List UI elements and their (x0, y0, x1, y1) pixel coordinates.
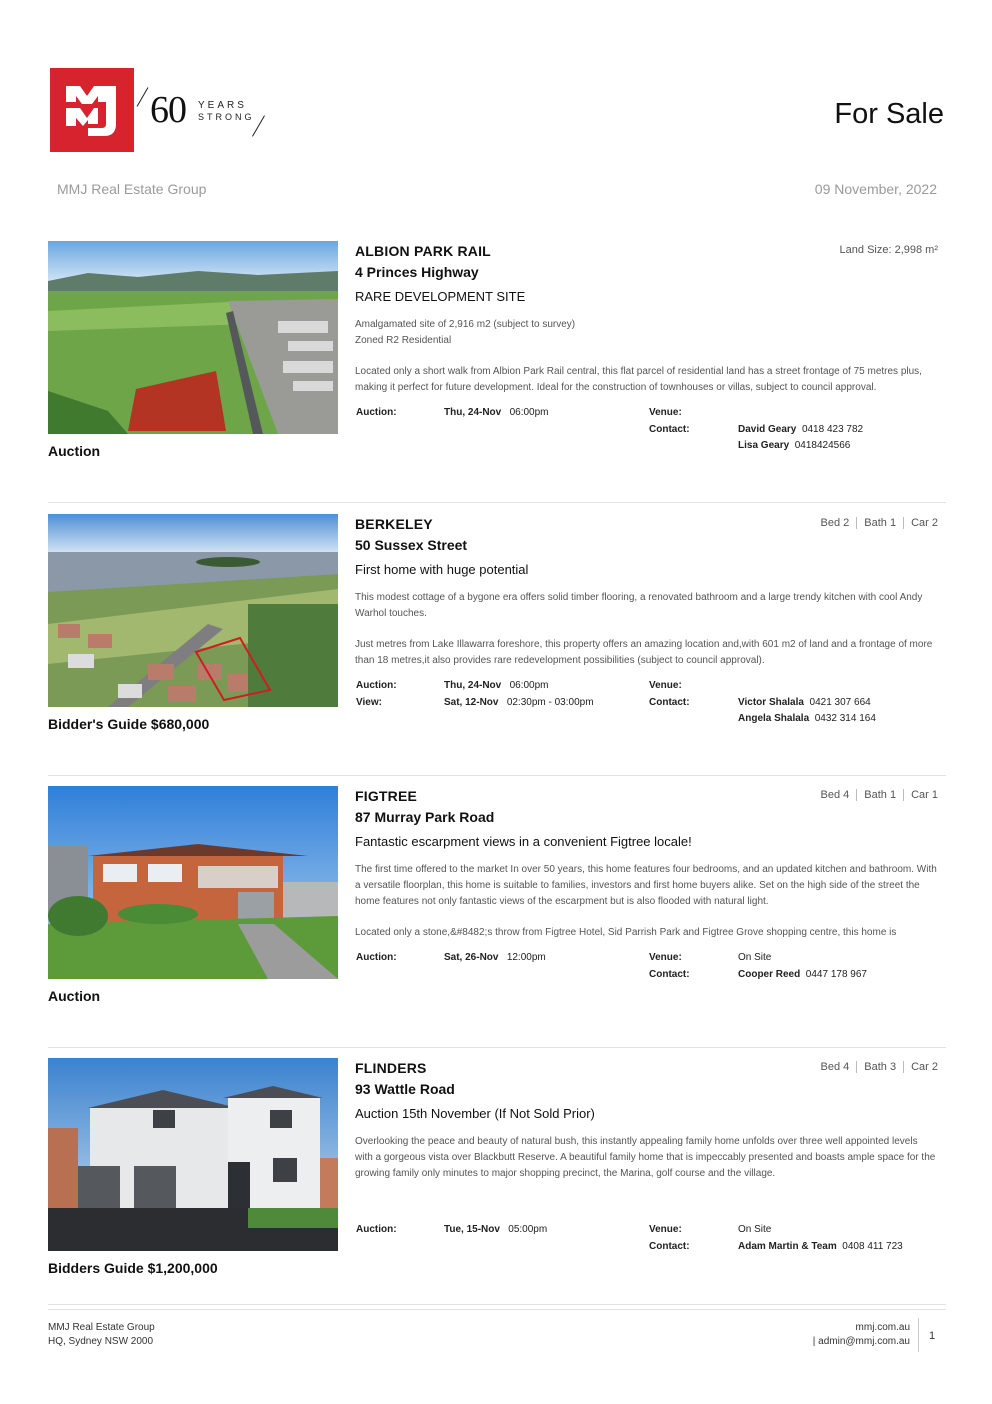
auction-datetime: Thu, 24-Nov 06:00pm (444, 407, 549, 418)
property-features (821, 517, 938, 529)
contact-label: Contact: (649, 969, 690, 980)
property-photo[interactable] (48, 241, 338, 434)
land-size: Land Size: 2,998 m² (839, 244, 938, 256)
street-address[interactable]: 93 Wattle Road (355, 1081, 455, 1097)
property-features (821, 789, 938, 801)
agency-name: MMJ Real Estate Group (57, 181, 207, 197)
listing-info (355, 514, 938, 764)
footer-email-link[interactable]: | admin@mmj.com.au (812, 1336, 910, 1347)
page-title: For Sale (834, 98, 944, 130)
price-guide: Bidders Guide $1,200,000 (48, 1260, 218, 1276)
listing-info (355, 241, 938, 491)
footer-website-link[interactable]: mmj.com.au (855, 1322, 910, 1333)
aerial-land-photo-icon (48, 241, 338, 434)
strong-word: STRONG (198, 112, 255, 122)
listing-card[interactable] (48, 241, 946, 503)
street-address[interactable]: 4 Princes Highway (355, 264, 479, 280)
view-datetime: Sat, 12-Nov 02:30pm - 03:00pm (444, 697, 594, 708)
car-count: Car 2 (911, 517, 938, 529)
bed-count: Bed 4 (820, 789, 850, 801)
mmj-logo (50, 68, 134, 152)
venue: On Site (738, 952, 772, 963)
venue-label: Venue: (649, 680, 682, 691)
suburb: FLINDERS (355, 1060, 427, 1076)
contact-agent[interactable]: Victor Shalala 0421 307 664 (738, 697, 871, 708)
auction-datetime: Tue, 15-Nov 05:00pm (444, 1224, 548, 1235)
headline: Auction 15th November (If Not Sold Prior) (355, 1106, 595, 1121)
venue: On Site (738, 1224, 772, 1235)
price-guide: Auction (48, 443, 101, 459)
venue-label: Venue: (649, 952, 682, 963)
bath-count: Bath 1 (864, 789, 897, 801)
suburb: ALBION PARK RAIL (355, 243, 491, 259)
property-photo[interactable] (48, 514, 338, 707)
contact-agent[interactable]: David Geary 0418 423 782 (738, 424, 864, 435)
auction-datetime: Thu, 24-Nov 06:00pm (444, 680, 549, 691)
listing-card[interactable] (48, 786, 946, 1048)
years-number: 60 (150, 89, 186, 131)
car-count: Car 2 (911, 1061, 938, 1073)
footer-divider (48, 1309, 946, 1310)
description: Overlooking the peace and beauty of natural bush, this instantly appealing family home unfolds over three well appointed levels with a gorgeous vista over Blackbutt Reserve. A beautiful family home that is impeccably presented and boasts ample space for the growing family only minutes to major shopping precinct, the Marina, golf course and the village. (355, 1136, 936, 1179)
mmj-logo-mark-icon (50, 68, 134, 152)
bath-count: Bath 1 (864, 517, 897, 529)
bath-count: Bath 3 (864, 1061, 897, 1073)
contact-label: Contact: (649, 697, 690, 708)
years-word: YEARS (198, 100, 247, 111)
footer-address: HQ, Sydney NSW 2000 (48, 1336, 154, 1347)
white-house-photo-icon (48, 1058, 338, 1251)
page-number: 1 (929, 1330, 936, 1342)
footer-company-name: MMJ Real Estate Group (48, 1322, 155, 1333)
brick-house-photo-icon (48, 786, 338, 979)
price-guide: Auction (48, 988, 101, 1004)
venue-label: Venue: (649, 1224, 682, 1235)
headline: Fantastic escarpment views in a convenient Figtree locale! (355, 834, 692, 849)
contact-agent[interactable]: Cooper Reed 0447 178 967 (738, 969, 867, 980)
listing-info (355, 786, 938, 1036)
auction-label: Auction: (356, 1224, 397, 1235)
view-label: View: (356, 697, 382, 708)
auction-label: Auction: (356, 407, 397, 418)
contact-label: Contact: (649, 424, 690, 435)
property-photo[interactable] (48, 786, 338, 979)
description: Amalgamated site of 2,916 m2 (subject to survey) Zoned R2 Residential Located only a short walk from Albion Park Rail central, this flat parcel of residential land has a street frontage of 75 metres plus, making it perfect for future development. Ideal for the construction of townhouses or villas, subject to council approval. (355, 319, 922, 393)
suburb: FIGTREE (355, 788, 418, 804)
bed-count: Bed 2 (820, 517, 850, 529)
listing-info (355, 1058, 938, 1308)
auction-datetime: Sat, 26-Nov 12:00pm (444, 952, 546, 963)
contact-agent[interactable]: Angela Shalala 0432 314 164 (738, 713, 876, 724)
footer-vertical-divider (918, 1318, 919, 1352)
property-photo[interactable] (48, 1058, 338, 1251)
description: The first time offered to the market In over 50 years, this home features four bedrooms, and an updated kitchen and bathroom. With a versatile floorplan, this home is suitable to families, investors and first home buyers alike. Set on the high side of the street the home features not only fantastic views of the escarpment but is also flooded with natural light. Located only a stone,&#8482;s throw from Figtree Hotel, Sid Parrish Park and Figtree Grove shopping centre, this home is (355, 864, 937, 938)
price-guide: Bidder's Guide $680,000 (48, 716, 210, 732)
contact-agent[interactable]: Lisa Geary 0418424566 (738, 440, 851, 451)
listing-card[interactable] (48, 1058, 946, 1305)
listing-card[interactable] (48, 514, 946, 776)
contact-label: Contact: (649, 1241, 690, 1252)
street-address[interactable]: 87 Murray Park Road (355, 809, 495, 825)
headline: First home with huge potential (355, 562, 529, 577)
aerial-lake-photo-icon (48, 514, 338, 707)
auction-label: Auction: (356, 680, 397, 691)
venue-label: Venue: (649, 407, 682, 418)
sixty-years-badge (142, 82, 272, 142)
street-address[interactable]: 50 Sussex Street (355, 537, 468, 553)
footer-contact (813, 1321, 910, 1349)
auction-label: Auction: (356, 952, 397, 963)
bed-count: Bed 4 (820, 1061, 850, 1073)
headline: RARE DEVELOPMENT SITE (355, 289, 526, 304)
suburb: BERKELEY (355, 516, 433, 532)
page-header (0, 0, 992, 230)
property-features (821, 1061, 938, 1073)
report-date: 09 November, 2022 (814, 181, 937, 197)
description: This modest cottage of a bygone era offers solid timber flooring, a renovated bathroom and a large trendy kitchen with cool Andy Warhol touches. Just metres from Lake Illawarra foreshore, this property offers an amazing location and,with 601 m2 of land and a frontage of more than 18 metres,it also provides rare redevelopment possibilities (subject to council approval). (355, 592, 933, 666)
footer-company (48, 1321, 155, 1349)
contact-agent[interactable]: Adam Martin & Team 0408 411 723 (738, 1241, 903, 1252)
car-count: Car 1 (911, 789, 938, 801)
